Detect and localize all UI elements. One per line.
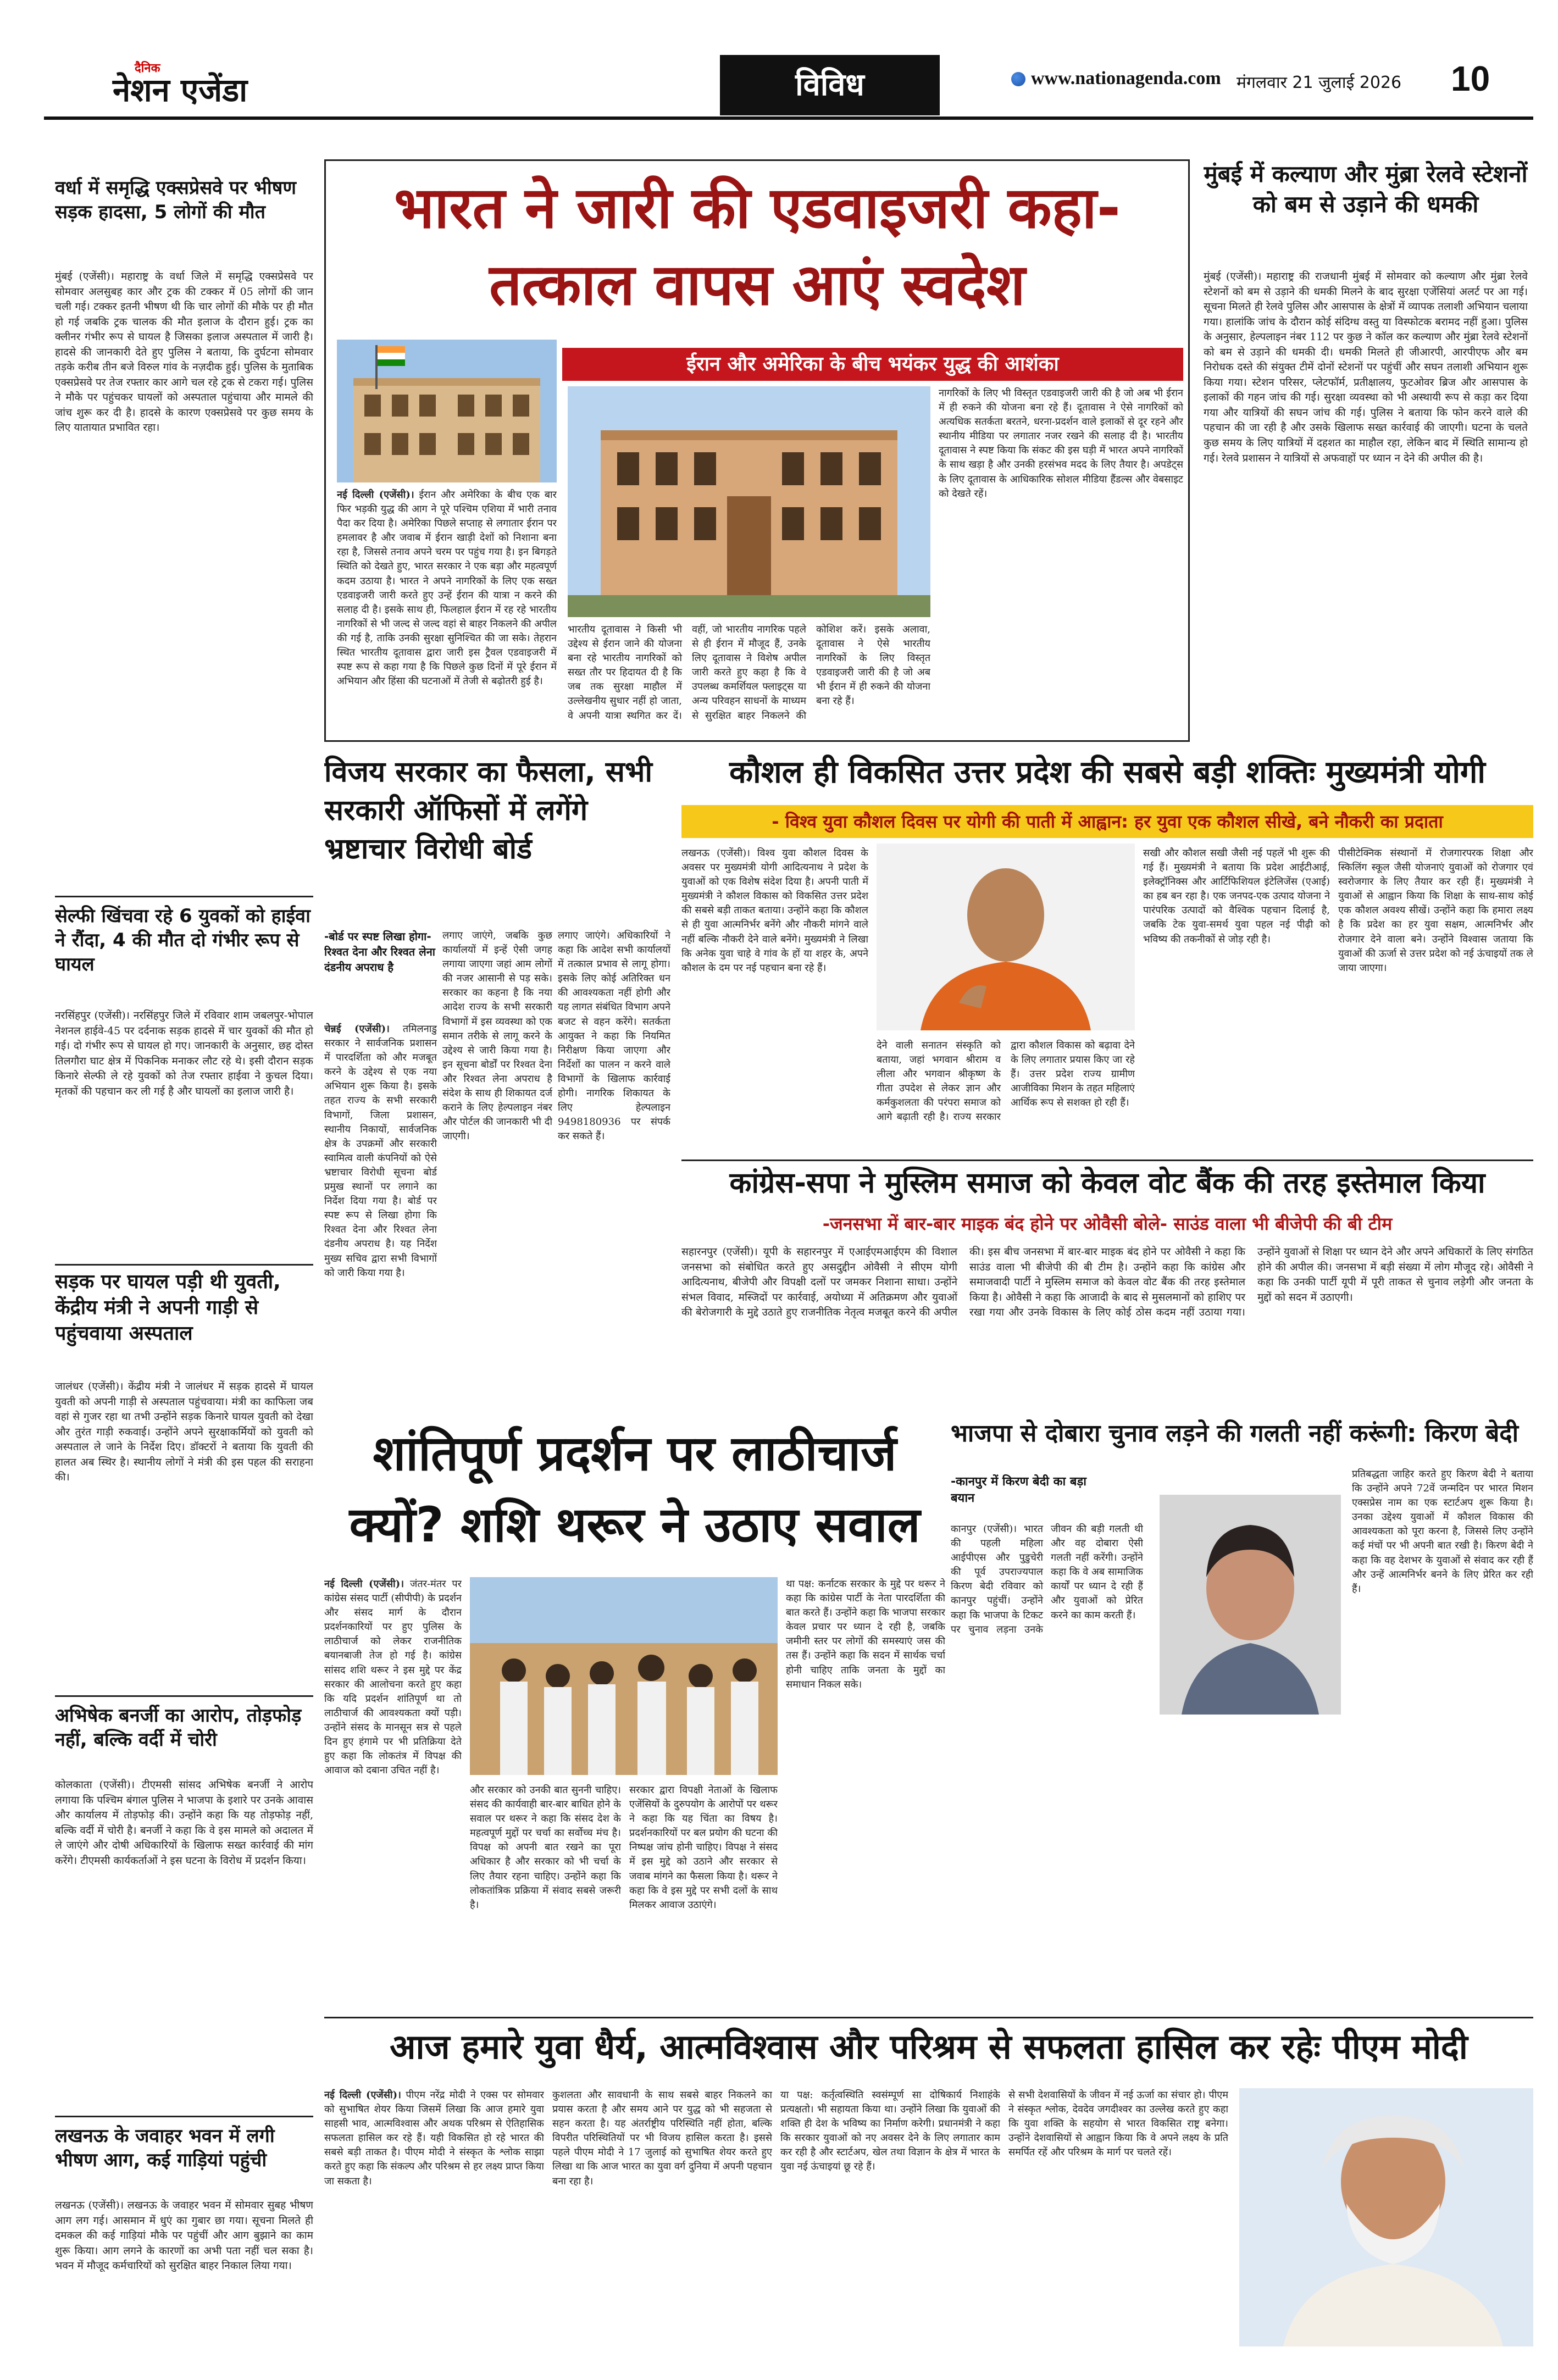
yogi-story (681, 753, 1533, 1149)
section-label: विविध (720, 55, 940, 115)
kiran-bedi-photo (1160, 1495, 1341, 1715)
story-body: नरसिंहपुर (एजेंसी)। नरसिंहपुर जिले में रविवार शाम जबलपुर-भोपाल नेशनल हाईवे-45 पर दर्दनाक सड़क हादसे में चार युवकों की मौत हो गई। दो गंभीर रूप से घायल हो गए। जानकारी के अनुसार, छह दोस्त तिलगौरा घाट क्षेत्र में पिकनिक मनाकर लौट रहे थे। इसी दौरान सड़क किनारे सेल्फी ले रहे युवकों को तेज रफ्तार हाईवा ने कुचल दिया। मृतकों की पहचान कर ली गई है और घायलों का इलाज जारी है। (55, 1009, 313, 1097)
website-link[interactable] (1011, 68, 1221, 89)
story-subhead: -बोर्ड पर स्पष्ट लिखा होगा-रिश्वत देना और रिश्वत लेना दंडनीय अपराध है (324, 930, 435, 974)
lead-headline-line2: तत्काल वापस आएं स्वदेश (489, 251, 1025, 318)
protest-photo (470, 1577, 778, 1775)
story-body-col2: प्रतिबद्धता जाहिर करते हुए किरण बेदी ने बताया कि उन्होंने अपने 72वें जन्मदिन पर भारत मिशन एक्सप्रेस नाम का एक स्टार्टअप शुरू किया है। उनका उद्देश्य युवाओं में कौशल विकास की आवश्यकता को पूरा करना है, जिससे लिए उन्होंने कई मंचों पर भी अपनी बात रखी है। किरण बेदी ने कहा कि वह देशभर के युवाओं से संवाद कर रही हैं और उन्हें आत्मनिर्भर बनने के लिए प्रेरित कर रही हैं। (1352, 1468, 1533, 1595)
divider (681, 1160, 1533, 1161)
story-headline[interactable]: विजय सरकार का फैसला, सभी सरकारी ऑफिसों में लगेंगे भ्रष्टाचार विरोधी बोर्ड (324, 756, 652, 866)
lead-headline[interactable] (331, 169, 1183, 334)
story-body: सहारनपुर (एजेंसी)। यूपी के सहारनपुर में एआईएमआईएम की विशाल जनसभा को संबोधित करते हुए असदुद्दीन ओवैसी ने सीएम योगी आदित्यनाथ, बीजेपी और विपक्षी दलों पर जमकर निशाना साधा। उन्होंने संभल विवाद, मस्जिदों पर कार्रवाई, अयोध्या में अतिक्रमण और युवाओं की बेरोजगारी के मुद्दे उठाते हुए राजनीतिक नेतृत्व मजबूत करने की अपील की। इस बीच जनसभा में बार-बार माइक बंद होने पर ओवैसी ने कहा कि साउंड वाला भी बीजेपी की बी टीम है। उन्होंने कहा कि कांग्रेस और समाजवादी पार्टी ने मुस्लिम समाज को केवल वोट बैंक की तरह इस्तेमाल किया है। ओवैसी ने कहा कि आजादी के बाद से मुसलमानों को हाशिए पर रखा गया और उनके विकास के लिए कोई ठोस कदम नहीं उठाया गया। उन्होंने युवाओं से शिक्षा पर ध्यान देने और अपने अधिकारों के लिए संगठित होने की अपील की। जनसभा में बड़ी संख्या में लोग मौजूद रहे। ओवैसी ने कहा कि उनकी पार्टी यूपी में पूरी ताकत से चुनाव लड़ेगी और जनता के मुद्दों को सदन में उठाएगी। (681, 1246, 1533, 1319)
story-body-col3: सरकार द्वारा विपक्षी नेताओं के खिलाफ एजेंसियों के दुरुपयोग के आरोपों पर थरूर ने कहा कि यह चिंता का विषय है। प्रदर्शनकारियों पर बल प्रयोग की घटना की निष्पक्ष जांच होनी चाहिए। विपक्ष ने संसद में इस मुद्दे को उठाने और सरकार से जवाब मांगने का फैसला किया है। थरूर ने कहा कि वे इस मुद्दे पर सभी दलों के साथ मिलकर आवाज उठाएंगे। (629, 1784, 778, 1911)
lead-story (324, 159, 1190, 742)
globe-icon (1011, 72, 1025, 86)
embassy-photo (337, 340, 557, 482)
story-body-col1 (324, 1022, 437, 1401)
story-headline[interactable]: सेल्फी खिंचवा रहे 6 युवकों को हाईवा ने रौंदा, 4 की मौत दो गंभीर रूप से घायल (55, 905, 311, 976)
story-strapline: - विश्व युवा कौशल दिवस पर योगी की पाती में आह्वान: हर युवा एक कौशल सीखे, बने नौकरी का प्रदाता (681, 805, 1533, 838)
story-body-text: तमिलनाडु सरकार ने सार्वजनिक प्रशासन में पारदर्शिता को और मजबूत करने के उद्देश्य से एक नया अभियान शुरू किया है। इसके तहत राज्य के सभी सरकारी विभागों, जिला प्रशासन, स्थानीय निकायों, सार्वजनिक क्षेत्र के उपक्रमों और सरकारी स्वामित्व वाली कंपनियों को ऐसे भ्रष्टाचार विरोधी सूचना बोर्ड प्रमुख स्थानों पर लगाने का निर्देश दिया गया है। बोर्ड पर स्पष्ट रूप से लिखा होगा कि रिश्वत देना और रिश्वत लेना दंडनीय अपराध है। यह निर्देश मुख्य सचिव द्वारा सभी विभागों को जारी किया गया है। (324, 1023, 437, 1279)
divider (324, 2017, 1533, 2018)
story-headline[interactable] (324, 1418, 945, 1566)
story-headline[interactable]: कांग्रेस-सपा ने मुस्लिम समाज को केवल वोट बैंक की तरह इस्तेमाल किया (729, 1167, 1485, 1200)
left-column (44, 165, 319, 2341)
lead-body-col3: नागरिकों के लिए भी विस्तृत एडवाइजरी जारी की है जो अब भी ईरान में ही रुकने की योजना बना रहे हैं। दूतावास ने ऐसे नागरिकों को अत्यधिक सतर्कता बरतने, धरना-प्रदर्शन वाले इलाकों से दूर रहने और स्थानीय मीडिया पर लगातार नजर रखने की सलाह दी है। भारतीय दूतावास ने स्पष्ट किया कि संकट की इस घड़ी में भारत अपने नागरिकों के साथ खड़ा है और उनकी हरसंभव मदद के लिए तैयार है। अपडेट्स के लिए दूतावास के आधिकारिक सोशल मीडिया हैंडल्स और वेबसाइट को देखते रहें। (939, 387, 1183, 500)
story-subhead: -कानपुर में किरण बेदी का बड़ा बयान (951, 1475, 1086, 1505)
story-body-col4: पीसीटेक्निक संस्थानों में रोजगारपरक शिक्षा और स्किलिंग स्कूल जैसी योजनाएं युवाओं को रोजगार एवं स्वरोजगार के लिए तैयार कर रही हैं। मुख्यमंत्री ने युवाओं से आह्वान किया कि शिक्षा के साथ-साथ कोई एक कौशल अवश्य सीखें। उन्होंने कहा कि हमारा लक्ष्य है कि प्रदेश का हर युवा सक्षम, आत्मनिर्भर और रोजगार देने वाला बने। उन्होंने विश्वास जताया कि युवाओं की ऊर्जा से उत्तर प्रदेश को नई ऊंचाइयों तक ले जाया जाएगा। (1338, 847, 1533, 974)
story-dateline: नई दिल्ली (एजेंसी)। (324, 2089, 401, 2101)
story-body: मुंबई (एजेंसी)। महाराष्ट्र के वर्धा जिले में समृद्धि एक्सप्रेसवे पर सोमवार अलसुबह कार और ट्रक की टक्कर में 05 लोगों की जान चली गई। टक्कर इतनी भीषण थी कि चार लोगों की मौके पर ही मौत हो गई जबकि ट्रक चालक की मौत इलाज के दौरान हुई। ट्रक का क्लीनर गंभीर रूप से घायल है जिसका इलाज अस्पताल में जारी है। हादसे की जानकारी देते हुए पुलिस ने बताया, कि दुर्घटना सोमवार तड़के करीब तीन बजे विरुल गांव के नज़दीक हुई। पुलिस के मुताबिक एक्सप्रेसवे पर तेज रफ्तार कार आगे चल रहे ट्रक से टकरा गई। पुलिस ने मौके पर पहुंचकर घायलों को अस्पताल पहुंचाया और मामले की जांच शुरू कर दी है। हादसे के कारण एक्सप्रेसवे पर कुछ समय के लिए यातायात प्रभावित रहा। (55, 270, 313, 434)
story-body-col2: देने वाली सनातन संस्कृति को बताया, जहां भगवान श्रीराम व लीला और भगवान श्रीकृष्ण के गीता उपदेश से लेकर ज्ञान और कर्मकुशलता की परंपरा समाज को आगे बढ़ाती रही है। राज्य सरकार द्वारा कौशल विकास को बढ़ावा देने के लिए लगातार प्रयास किए जा रहे हैं। उत्तर प्रदेश राज्य ग्रामीण आजीविका मिशन के तहत महिलाएं आर्थिक रूप से सशक्त हो रही हैं। (877, 1040, 1135, 1123)
story-headline[interactable]: सड़क पर घायल पड़ी थी युवती, केंद्रीय मंत्री ने अपनी गाड़ी से पहुंचवाया अस्पताल (55, 1271, 281, 1345)
headline-line1: शांतिपूर्ण प्रदर्शन पर लाठीचार्ज (373, 1425, 897, 1482)
story-body-text: पीएम नरेंद्र मोदी ने एक्स पर सोमवार को सुभाषित शेयर किया जिसमें लिखा कि आज हमारे युवा साहसी भाव, आत्मविश्वास और अथक परिश्रम से ऐतिहासिक सफलता हासिल कर रहे हैं। यही विकसित हो रहे भारत की सबसे बड़ी ताकत है। पीएम मोदी ने संस्कृत के श्लोक साझा करते हुए कहा कि संकल्प और परिश्रम से हर लक्ष्य प्राप्त किया जा सकता है। (324, 2089, 544, 2187)
pm-modi-photo (1239, 2088, 1533, 2346)
story-subhead: -जनसभा में बार-बार माइक बंद होने पर ओवैसी बोले- साउंड वाला भी बीजेपी की बी टीम (822, 1213, 1393, 1234)
story-body-col3: या पक्ष: कर्तृत्वस्थिति स्वसंम्पूर्ण सा दोषिकार्य निशाहंके प्रत्यक्षतो। भी सहायता किया था। उन्होंने लिखा कि युवाओं की शक्ति ही देश के भविष्य का निर्माण करेगी। प्रधानमंत्री ने कहा कि सरकार युवाओं को नए अवसर देने के लिए लगातार काम कर रही है और स्टार्टअप, खेल तथा विज्ञान के क्षेत्र में भारत के युवा नई ऊंचाइयां छू रहे हैं। (780, 2089, 1000, 2173)
bedi-story (951, 1418, 1533, 2006)
story-dateline: चेन्नई (एजेंसी)। (324, 1023, 390, 1035)
story-body: कोलकाता (एजेंसी)। टीएमसी सांसद अभिषेक बनर्जी ने आरोप लगाया कि पश्चिम बंगाल पुलिस ने भाजपा के इशारे पर उनके आवास और कार्यालय में तोड़फोड़ की। उन्होंने कहा कि यह तोड़फोड़ नहीं, बल्कि वर्दी में चोरी है। बनर्जी ने कहा कि वे इस मामले को अदालत में ले जाएंगे और दोषी अधिकारियों के खिलाफ सख्त कार्रवाई की मांग करेंगे। टीएमसी कार्यकर्ताओं ने इस घटना के विरोध में प्रदर्शन किया। (55, 1779, 313, 1867)
embassy-building-photo (568, 386, 930, 617)
story-body-col1: कानपुर (एजेंसी)। भारत की पहली महिला आईपीएस और पुडुचेरी की पूर्व उपराज्यपाल किरण बेदी रविवार को कानपुर पहुंचीं। उन्होंने कहा कि भाजपा के टिकट पर चुनाव लड़ना उनके जीवन की बड़ी गलती थी और वह दोबारा ऐसी गलती नहीं करेंगी। उन्होंने कहा कि वे अब सामाजिक कार्यों पर ध्यान दे रही हैं और युवाओं को प्रेरित करने का काम करती हैं। (951, 1523, 1143, 1635)
masthead-bar (44, 55, 1533, 115)
story-headline[interactable]: भाजपा से दोबारा चुनाव लड़ने की गलती नहीं करूंगी: किरण बेदी (951, 1419, 1519, 1447)
divider (55, 2116, 313, 2117)
lead-body-col1 (337, 488, 557, 738)
story-body: लखनऊ (एजेंसी)। लखनऊ के जवाहर भवन में सोमवार सुबह भीषण आग लग गई। आसमान में धुएं का गुबार छा गया। सूचना मिलते ही दमकल की कई गाड़ियां मौके पर पहुंचीं और आग बुझाने का काम शुरू किया। आग लगने के कारणों का अभी पता नहीं चल सका है। भवन में मौजूद कर्मचारियों को सुरक्षित बाहर निकाल लिया गया। (55, 2199, 313, 2272)
story-body-col4: था पक्ष: कर्नाटक सरकार के मुद्दे पर थरूर ने कहा कि कांग्रेस पार्टी के नेता पारदर्शिता की बात करते हैं। उन्होंने कहा कि भाजपा सरकार केवल प्रचार पर ध्यान दे रही है, जबकि जमीनी स्तर पर लोगों की समस्याएं जस की तस हैं। उन्होंने कहा कि सदन में सार्थक चर्चा होनी चाहिए ताकि जनता के मुद्दों का समाधान निकल सके। (786, 1578, 945, 1690)
newspaper-logo[interactable] (63, 49, 371, 121)
story-headline[interactable]: अभिषेक बनर्जी का आरोप, तोड़फोड़ नहीं, बल्कि वर्दी में चोरी (55, 1705, 302, 1751)
tharoor-story (324, 1418, 945, 2006)
story-body-col2: कुशलता और सावधानी के साथ सबसे बाहर निकलने का प्रयास करता है और समय आने पर युद्ध को भी सहजता से सहन करता है। यह अंतर्राष्ट्रीय परिस्थिति नहीं होता, बल्कि विपरीत परिस्थितियों पर भी विजय हासिल करता है। इससे पहले पीएम मोदी ने 17 जुलाई को सुभाषित शेयर करते हुए लिखा था कि आज भारत का युवा वर्ग दुनिया में अपनी पहचान बना रहा है। (552, 2089, 772, 2187)
lead-dateline: नई दिल्ली (एजेंसी)। (337, 489, 414, 501)
vijay-story (324, 753, 670, 1407)
lead-headline-line1: भारत ने जारी की एडवाइजरी कहा- (394, 174, 1121, 241)
story-body-col4: से सभी देशवासियों के जीवन में नई ऊर्जा का संचार हो। पीएम ने संस्कृत श्लोक, देवदेव जगदीश्वर का उल्लेख करते हुए कहा कि युवा शक्ति के सहयोग से भारत विकसित राष्ट्र बनेगा। उन्होंने देशवासियों से आह्वान किया कि वे अपने लक्ष्य के प्रति समर्पित रहें और परिश्रम के मार्ग पर चलते रहें। (1008, 2089, 1228, 2159)
masthead-rule (44, 116, 1533, 120)
story-headline[interactable]: कौशल ही विकसित उत्तर प्रदेश की सबसे बड़ी शक्तिः मुख्यमंत्री योगी (729, 755, 1485, 790)
story-body-col1 (324, 1577, 462, 2000)
logo-tagline: दैनिक (135, 61, 160, 75)
lead-strapline: ईरान और अमेरिका के बीच भयंकर युद्ध की आशंका (562, 348, 1183, 381)
story-body-col1 (324, 2088, 544, 2346)
masthead (0, 0, 1558, 165)
issue-date: मंगलवार 21 जुलाई 2026 (1237, 73, 1402, 92)
story-body: जालंधर (एजेंसी)। केंद्रीय मंत्री ने जालंधर में सड़क हादसे में घायल युवती को अपनी गाड़ी से अस्पताल पहुंचवाया। मंत्री का काफिला जब वहां से गुजर रहा था तभी उन्होंने सड़क किनारे घायल युवती को देखा और तुरंत गाड़ी रुकवाई। उन्होंने अपने सुरक्षाकर्मियों को युवती को अस्पताल ले जाने के निर्देश दिए। डॉक्टरों ने बताया कि युवती की हालत अब स्थिर है। स्थानीय लोगों ने मंत्री की इस पहल की सराहना की। (55, 1380, 313, 1484)
story-headline[interactable]: मुंबई में कल्याण और मुंब्रा रेलवे स्टेशनों को बम से उड़ाने की धमकी (1204, 160, 1528, 218)
story-body-text: जंतर-मंतर पर कांग्रेस संसद पार्टी (सीपीपी) के प्रदर्शन और संसद मार्ग के दौरान प्रदर्शनकारियों पर हुए पुलिस के लाठीचार्ज को लेकर राजनीतिक बयानबाजी तेज हो गई है। कांग्रेस सांसद शशि थरूर ने इस मुद्दे पर केंद्र सरकार की आलोचना करते हुए कहा कि यदि प्रदर्शन शांतिपूर्ण था तो लाठीचार्ज की आवश्यकता क्यों पड़ी। उन्होंने संसद के मानसून सत्र से पहले दिन हुए हंगामे पर भी प्रतिक्रिया देते हुए कहा कि लोकतंत्र में विपक्ष की आवाज को दबाना उचित नहीं है। (324, 1578, 462, 1777)
divider (55, 1695, 313, 1697)
story-body-col3: सखी और कौशल सखी जैसी नई पहलें भी शुरू की गई हैं। मुख्यमंत्री ने बताया कि प्रदेश आईटीआई, इलेक्ट्रॉनिक्स और आर्टिफिशियल इंटेलिजेंस (एआई) का हब बन रहा है। एक जनपद-एक उत्पाद योजना ने पारंपरिक उत्पादों को वैश्विक पहचान दिलाई है, जबकि टेक युवा-समर्थ युवा पहल नई पीढ़ी को भविष्य की तकनीकों से जोड़ रही है। (1143, 847, 1330, 945)
story-body-col3: लगाए जाएंगे। अधिकारियों ने कहा कि आदेश सभी कार्यालयों में तत्काल प्रभाव से लागू होगा। इसके लिए कोई अतिरिक्त धन की आवश्यकता नहीं होगी और यह लागत संबंधित विभाग अपने बजट से वहन करेंगे। सतर्कता आयुक्त ने कहा कि नियमित निरीक्षण किया जाएगा और निर्देशों का पालन न करने वाले विभागों के खिलाफ कार्रवाई होगी। नागरिक शिकायत के लिए हेल्पलाइन 9498180936 पर संपर्क कर सकते हैं। (558, 930, 670, 1142)
headline-line2: क्यों? शशि थरूर ने उठाए सवाल (349, 1496, 921, 1553)
modi-story (324, 2017, 1533, 2357)
story-headline[interactable]: वर्धा में समृद्धि एक्सप्रेसवे पर भीषण सड़क हादसा, 5 लोगों की मौत (55, 177, 296, 224)
lead-body-text: ईरान और अमेरिका के बीच एक बार फिर भड़की युद्ध की आग ने पूरे पश्चिम एशिया में भारी तनाव पैदा कर दिया है। अमेरिका पिछले सप्ताह से लगातार ईरान पर हमलावर है और जवाब में ईरान खाड़ी देशों को निशाना बना रहा है, जिससे तनाव अपने चरम पर पहुंच गया है। इन बिगड़ते स्थिति को देखते हुए, भारत सरकार ने एक बड़ा और महत्वपूर्ण कदम उठाया है। भारत ने अपने नागरिकों के लिए एक सख्त एडवाइजरी जारी करते हुए उन्हें ईरान की यात्रा न करने की सलाह दी है। इसके साथ ही, फिलहाल ईरान में रह रहे भारतीय नागरिकों से भी जल्द से जल्द वहां से बाहर निकलने की अपील की गई है, ताकि उनकी सुरक्षा सुनिश्चित की जा सके। तेहरान स्थित भारतीय दूतावास द्वारा जारी इस ट्रैवल एडवाइजरी में स्पष्ट रूप से कहा गया है कि पिछले कुछ दिनों में पूरे ईरान में अभियान और हिंसा की घटनाओं में तेजी से बढ़ोतरी हुई है। (337, 489, 557, 687)
story-body-col2: और सरकार को उनकी बात सुननी चाहिए। संसद की कार्यवाही बार-बार बाधित होने के सवाल पर थरूर ने कहा कि संसद देश के महत्वपूर्ण मुद्दों पर चर्चा का सर्वोच्च मंच है। विपक्ष को अपनी बात रखने का पूरा अधिकार है और सरकार को भी चर्चा के लिए तैयार रहना चाहिए। उन्होंने कहा कि लोकतांत्रिक प्रक्रिया में संवाद सबसे जरूरी है। (470, 1784, 621, 1911)
divider (55, 896, 313, 897)
story-headline[interactable]: आज हमारे युवा धैर्य, आत्मविश्वास और परिश्रम से सफलता हासिल कर रहेः पीएम मोदी (390, 2027, 1468, 2067)
story-body-col2: लगाए जाएंगे, जबकि कुछ कार्यालयों में इन्हें ऐसी जगह लगाया जाएगा जहां आम लोगों की नजर आसानी से पड़ सके। सरकार का कहना है कि नया आदेश राज्य के सभी सरकारी विभागों में इस व्यवस्था को एक समान तरीके से लागू करने के उद्देश्य से जारी किया गया है। इन सूचना बोर्डों पर रिश्वत देना और रिश्वत लेना अपराध है संदेश के साथ ही शिकायत दर्ज कराने के लिए हेल्पलाइन नंबर और पोर्टल की जानकारी भी दी जाएगी। (442, 930, 552, 1142)
story-body: मुंबई (एजेंसी)। महाराष्ट्र की राजधानी मुंबई में सोमवार को कल्याण और मुंब्रा रेलवे स्टेशनों को बम से उड़ाने की धमकी मिलने के बाद सुरक्षा एजेंसियां अलर्ट पर आ गई। सूचना मिलते ही रेलवे पुलिस और आसपास के क्षेत्रों में व्यापक तलाशी अभियान चलाया गया। हालांकि जांच के दौरान कोई संदिग्ध वस्तु या विस्फोटक बरामद नहीं हुआ। पुलिस के अनुसार, हेल्पलाइन नंबर 112 पर कुछ ने कॉल कर कल्याण और मुंब्रा रेलवे स्टेशनों को बम से उड़ाने की धमकी दी। धमकी मिलते ही जीआरपी, आरपीएफ और बम निरोधक दस्ते की संयुक्त टीमें दोनों स्टेशनों पर पहुंचीं और सघन तलाशी अभियान शुरू किया गया। स्टेशन परिसर, प्लेटफॉर्म, प्रतीक्षालय, फुटओवर ब्रिज और आसपास के इलाकों की गहन जांच की गई। सुरक्षा व्यवस्था को भी अस्थायी रूप से कड़ा कर दिया गया और यात्रियों की सघन जांच की गई। पुलिस ने बताया कि फोन करने वाले की पहचान की जा रही है और उसके खिलाफ सख्त कार्रवाई की जाएगी। घटना के चलते कुछ समय के लिए यात्रियों में दहशत का माहौल रहा, लेकिन बाद में स्थिति सामान्य हो गई। रेलवे प्रशासन ने यात्रियों से अफवाहों पर ध्यान न देने की अपील की है। (1204, 270, 1528, 464)
yogi-photo (877, 844, 1135, 1030)
story-headline[interactable]: लखनऊ के जवाहर भवन में लगी भीषण आग, कई गाड़ियां पहुंची (55, 2125, 275, 2172)
lead-body-col2: भारतीय दूतावास ने किसी भी उद्देश्य से ईरान जाने की योजना बना रहे भारतीय नागरिकों को सख्त तौर पर हिदायत दी है कि जब तक सुरक्षा माहौल में उल्लेखनीय सुधार नहीं हो जाता, वे अपनी यात्रा स्थगित कर दें। वहीं, जो भारतीय नागरिक पहले से ही ईरान में मौजूद हैं, उनके लिए दूतावास ने विशेष अपील जारी करते हुए कहा है कि वे उपलब्ध कमर्शियल फ्लाइट्स या अन्य परिवहन साधनों के माध्यम से सुरक्षित बाहर निकलने की कोशिश करें। इसके अलावा, दूतावास ने ऐसे भारतीय नागरिकों के लिए विस्तृत एडवाइजरी जारी की है जो अब भी ईरान में ही रुकने की योजना बना रहे हैं। (568, 624, 930, 722)
story-dateline: नई दिल्ली (एजेंसी)। (324, 1578, 404, 1590)
website-url: www.nationagenda.com (1031, 68, 1221, 88)
mumbai-story (1198, 159, 1533, 742)
divider (55, 1264, 313, 1266)
story-body-col1: लखनऊ (एजेंसी)। विश्व युवा कौशल दिवस के अवसर पर मुख्यमंत्री योगी आदित्यनाथ ने प्रदेश के युवाओं को एक विशेष संदेश दिया है। अपनी पाती में मुख्यमंत्री ने कौशल विकास को विकसित उत्तर प्रदेश की सबसे बड़ी ताकत बताया। उन्होंने कहा कि कौशल से ही युवा आत्मनिर्भर बनेंगे और नौकरी मांगने वाले नहीं बल्कि नौकरी देने वाले बनेंगे। मुख्यमंत्री ने लिखा कि अनेक युवा चाहे वे गांव के हों या शहर के, अपने कौशल के दम पर नई पहचान बना रहे हैं। (681, 847, 868, 974)
page-number: 10 (1451, 59, 1490, 98)
owaisi-story (681, 1160, 1533, 1401)
logo-name: नेशन एजेंडा (113, 71, 248, 109)
